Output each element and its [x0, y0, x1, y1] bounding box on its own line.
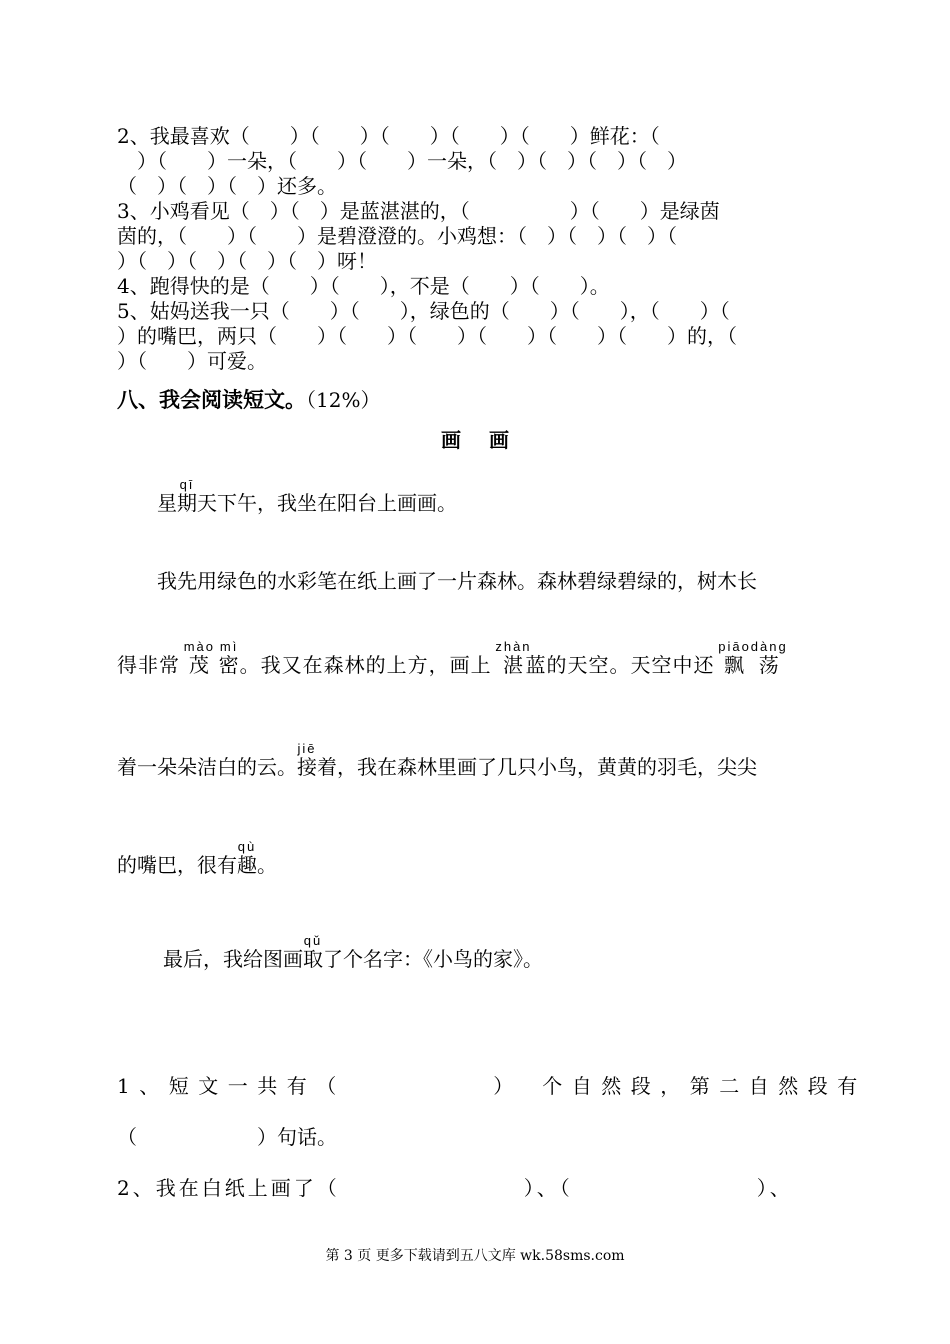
pinyin-word: 湛zhàn	[495, 639, 532, 677]
text-line: ）（ ）（ ）（ ）（ ）呀！	[117, 249, 377, 273]
passage-paragraph-2-line-3: 着一朵朵洁白的云。接jiē着，我在森林里画了几只小鸟，黄黄的羽毛，尖尖	[117, 741, 757, 779]
question-1-line-2: （ ）句话。	[117, 1125, 337, 1149]
question-2-line-1: 2、我在白纸上画了（ ）、（ ）、	[117, 1176, 793, 1200]
pinyin-word: 期qī	[177, 477, 197, 515]
fill-blank-item-4	[117, 274, 837, 299]
fill-blank-item-5	[117, 299, 837, 374]
text-line: （ ）（ ）（ ）还多。	[117, 174, 337, 198]
text-line: 5、姑妈送我一只（ ）（ ），绿色的（ ）（ ），（ ）（	[117, 299, 730, 323]
section-8-heading	[117, 384, 380, 414]
passage-paragraph-2-line-2: 得非常 茂mào 密mì。我又在森林的上方，画上 湛zhàn蓝的天空。天空中还 飘piāo 荡dàng	[117, 639, 788, 677]
page-footer: 第 3 页 更多下载请到五八文库 wk.58sms.com	[325, 1248, 625, 1264]
pinyin-word: 星	[157, 491, 177, 515]
pinyin-word: 飘piāo	[718, 639, 751, 677]
text-line: 茵的，（ ）（ ）是碧澄澄的。小鸡想：（ ）（ ）（ ）（	[117, 224, 677, 248]
passage-paragraph-2-line-1: 我先用绿色的水彩笔在纸上画了一片森林。森林碧绿碧绿的，树木长	[157, 569, 757, 593]
section-heading-text: 八、我会阅读短文。	[117, 387, 306, 412]
passage-paragraph-1: 星期qī天下午，我坐在阳台上画画。	[157, 477, 457, 515]
passage-paragraph-2-line-4: 的嘴巴，很有趣qù。	[117, 839, 277, 877]
text-line: 2、我最喜欢（ ）（ ）（ ）（ ）（ ）鲜花：（	[117, 124, 660, 148]
text-line: ）的嘴巴，两只（ ）（ ）（ ）（ ）（ ）（ ）的，（	[117, 324, 737, 348]
question-1-line-1: 1、短文一共有（ ） 个自然段，第二自然段有	[117, 1074, 867, 1098]
pinyin-word: 接jiē	[297, 741, 317, 779]
pinyin-word: 茂mào	[183, 639, 215, 677]
fill-blank-item-2	[117, 124, 837, 199]
passage-paragraph-3: 最后，我给图画取qǔ了个名字：《小鸟的家》。	[163, 933, 543, 971]
fill-blank-item-3	[117, 199, 837, 274]
pinyin-word: 密mì	[218, 639, 240, 677]
text-line: 3、小鸡看见（ ）（ ）是蓝湛湛的，（ ）（ ）是绿茵	[117, 199, 720, 223]
text-line: ）（ ）可爱。	[117, 349, 267, 373]
section-percent: （12%）	[306, 388, 381, 412]
text-line: ）（ ）一朵，（ ）（ ）一朵，（ ）（ ）（ ）（ ）	[117, 149, 687, 173]
pinyin-word: 趣qù	[237, 839, 257, 877]
pinyin-word: 荡dàng	[750, 639, 788, 677]
text-line: 4、跑得快的是（ ）（ ），不是（ ）（ ）。	[117, 274, 610, 298]
pinyin-word: 取qǔ	[303, 933, 323, 971]
passage-title: 画画	[441, 428, 537, 452]
